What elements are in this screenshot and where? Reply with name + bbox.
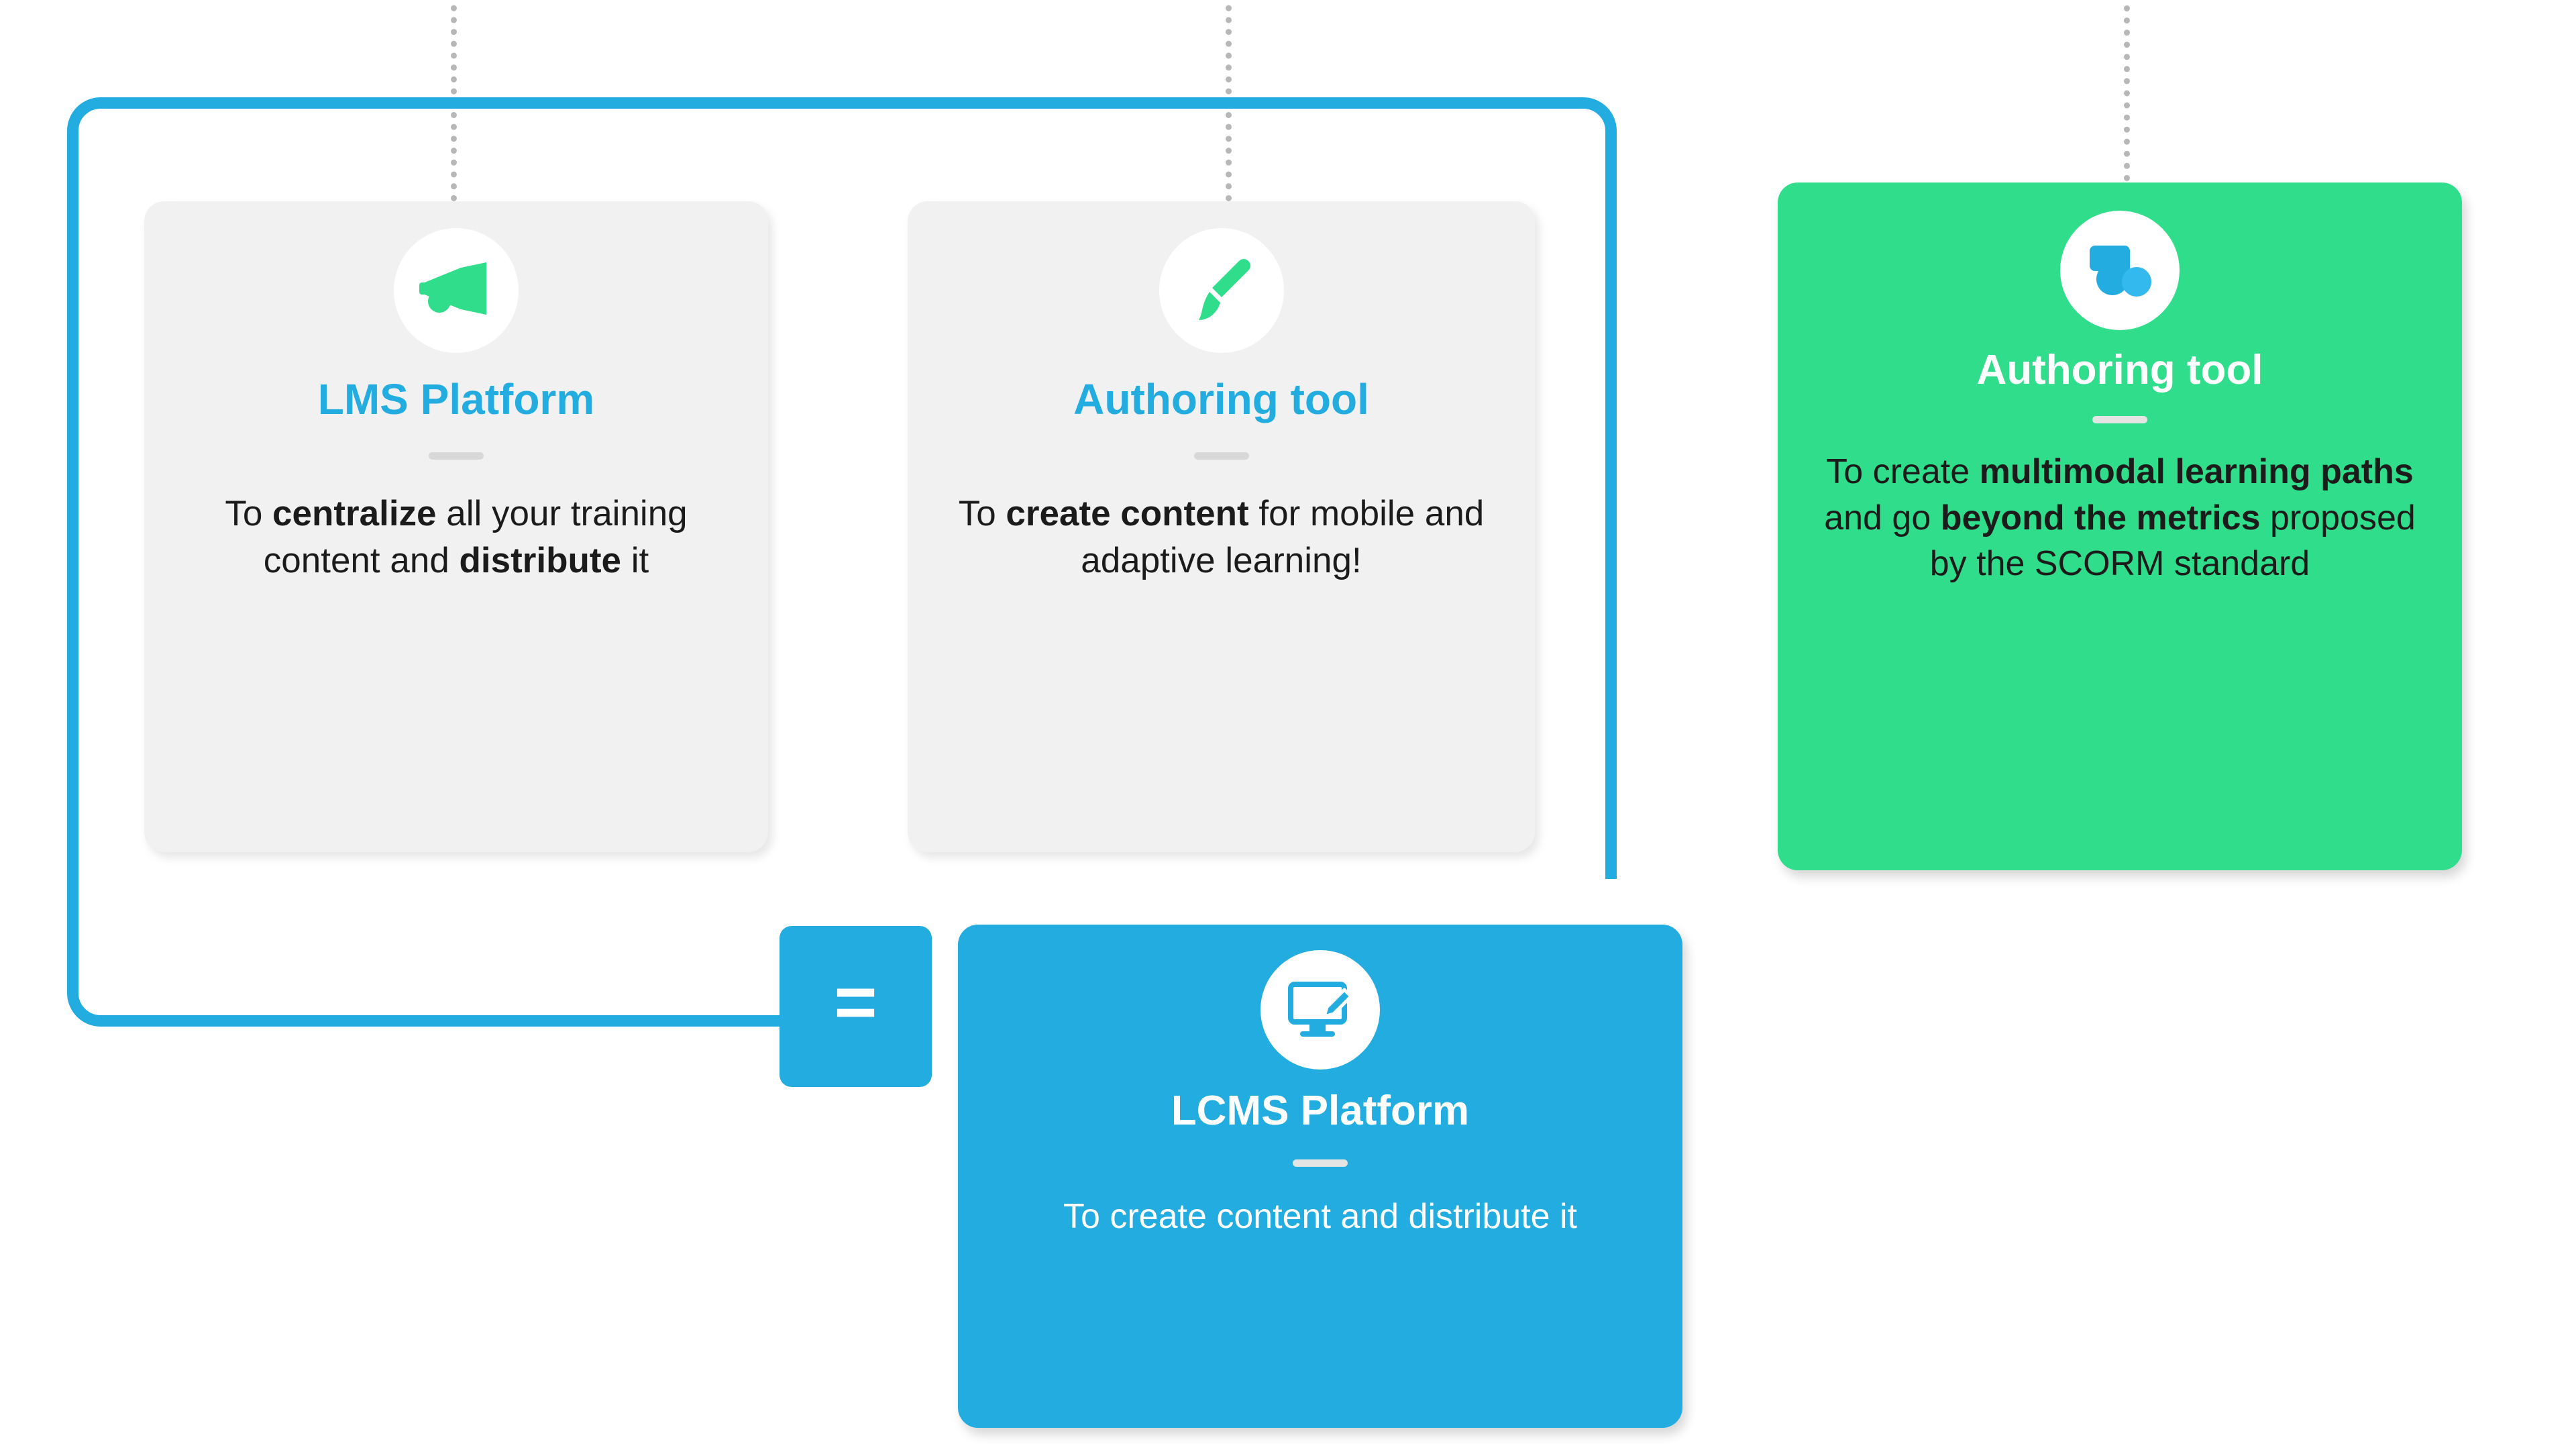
card-divider <box>2092 416 2147 423</box>
card-divider <box>1194 452 1249 460</box>
paintbrush-icon <box>1159 228 1284 353</box>
card-title: Authoring tool <box>1073 375 1369 423</box>
card-authoring-tool-grey[interactable] <box>908 201 1535 852</box>
shapes-layers-icon <box>2060 211 2180 330</box>
card-body: To create multimodal learning paths and go beyond the metrics proposed by the SCORM standard <box>1824 452 2416 584</box>
equals-badge <box>780 926 932 1087</box>
dotted-connector-green <box>2124 0 2130 181</box>
card-title: LCMS Platform <box>1171 1088 1470 1134</box>
megaphone-icon <box>394 228 519 353</box>
card-body: To create content for mobile and adaptive learning! <box>958 494 1485 581</box>
card-divider <box>1293 1159 1348 1167</box>
card-lcms-platform[interactable] <box>958 925 1682 1428</box>
card-divider <box>429 452 484 460</box>
screen-edit-icon <box>1260 950 1380 1070</box>
card-authoring-tool-green[interactable] <box>1778 183 2462 870</box>
card-title: LMS Platform <box>317 375 595 423</box>
card-body: To create content and distribute it <box>1063 1197 1577 1237</box>
card-body: To centralize all your training content and distribute it <box>225 494 688 581</box>
card-lms-platform[interactable] <box>144 201 768 852</box>
card-title: Authoring tool <box>1976 347 2263 393</box>
equals-icon: = <box>834 961 877 1043</box>
